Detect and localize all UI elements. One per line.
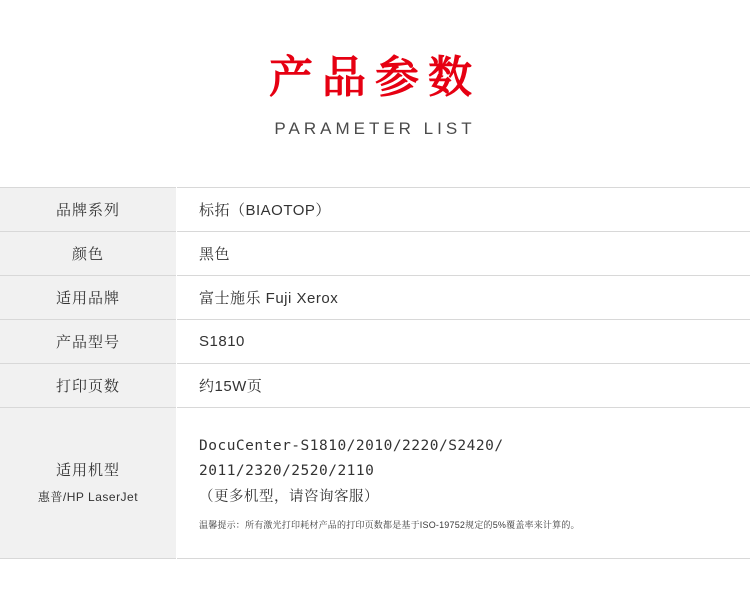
model-line-2: 2011/2320/2520/2110 bbox=[199, 463, 375, 480]
spec-value: 黑色 bbox=[199, 245, 231, 263]
table-row bbox=[0, 187, 750, 231]
spec-value: 富士施乐 Fuji Xerox bbox=[199, 289, 339, 307]
table-row bbox=[0, 363, 750, 407]
page-title-cn: 产品参数 bbox=[269, 53, 481, 102]
spec-value-compatible-models bbox=[177, 407, 750, 558]
model-line-1: DocuCenter-S1810/2010/2220/S2420/ bbox=[199, 437, 504, 454]
spec-label: 品牌系列 bbox=[0, 187, 177, 231]
spec-label-compatible-models bbox=[0, 407, 177, 558]
spec-label: 打印页数 bbox=[0, 363, 177, 407]
spec-label-sub: 惠普/HP LaserJet bbox=[37, 490, 139, 505]
spec-value: S1810 bbox=[199, 332, 245, 350]
specification-table bbox=[0, 187, 750, 559]
page-header bbox=[0, 0, 750, 139]
page-title-en: PARAMETER LIST bbox=[274, 118, 476, 138]
spec-value: 约15W页 bbox=[199, 377, 263, 395]
table-row-compatible-models bbox=[0, 407, 750, 558]
spec-label: 颜色 bbox=[0, 231, 177, 275]
spec-value: 标拓（BIAOTOP） bbox=[199, 201, 331, 219]
table-row bbox=[0, 231, 750, 275]
table-row bbox=[0, 275, 750, 319]
disclaimer-text: 温馨提示：所有激光打印耗材产品的打印页数都是基于ISO-19752规定的5%覆盖率来计算的。 bbox=[199, 520, 580, 531]
spec-label: 适用品牌 bbox=[0, 275, 177, 319]
spec-label-main: 适用机型 bbox=[55, 461, 120, 479]
table-row bbox=[0, 319, 750, 363]
model-note: （更多机型，请咨询客服） bbox=[199, 488, 379, 505]
spec-label: 产品型号 bbox=[0, 319, 177, 363]
